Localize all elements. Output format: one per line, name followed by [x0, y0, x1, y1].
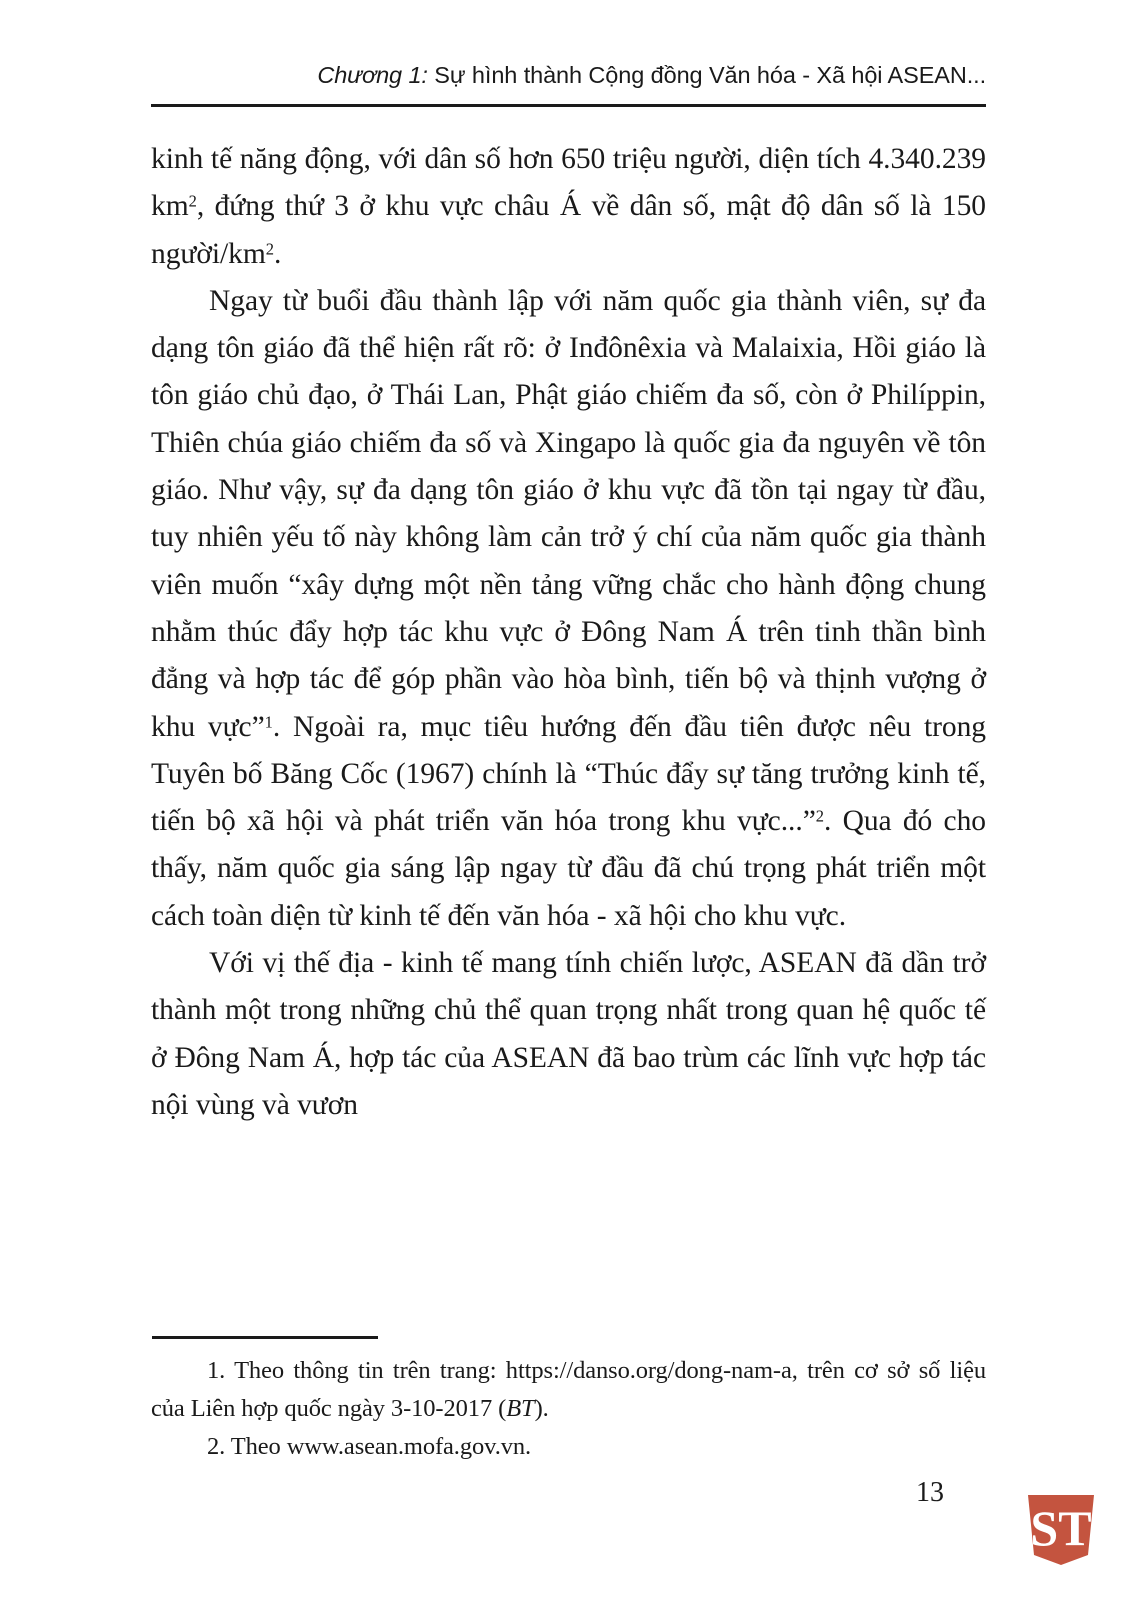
footnote-block: [151, 1352, 986, 1466]
footnote-reference-marker: 2: [815, 806, 824, 826]
running-head: [151, 62, 986, 89]
st-publisher-logo: [1022, 1493, 1100, 1567]
footnote-item: 1. Theo thông tin trên trang: https://danso.org/dong-nam-a, trên cơ sở số liệu của Liên hợp quốc ngày 3-10-2017 (BT).: [151, 1357, 986, 1422]
footnote-separator-rule: [152, 1336, 378, 1339]
body-paragraph: Ngay từ buổi đầu thành lập với năm quốc gia thành viên, sự đa dạng tôn giáo đã thể hiện rất rõ: ở Inđônêxia và Malaixia, Hồi giáo là tôn giáo chủ đạo, ở Thái Lan, Phật giáo chiếm đa số, còn ở Philíppin, Thiên chúa giáo chiếm đa số và Xingapo là quốc gia đa nguyên về tôn giáo. Như vậy, sự đa dạng tôn giáo ở khu vực đã tồn tại ngay từ đầu, tuy nhiên yếu tố này không làm cản trở ý chí của năm quốc gia thành viên muốn “xây dựng một nền tảng vững chắc cho hành động chung nhằm thúc đẩy hợp tác khu vực ở Đông Nam Á trên tinh thần bình đẳng và hợp tác để góp phần vào hòa bình, tiến bộ và thịnh vượng ở khu vực”$^1$. Ngoài ra, mục tiêu hướng đến đầu tiên được nêu trong Tuyên bố Băng Cốc (1967) chính là “Thúc đẩy sự tăng trưởng kinh tế, tiến bộ xã hội và phát triển văn hóa trong khu vực...”$^2$. Qua đó cho thấy, năm quốc gia sáng lập ngay từ đầu đã chú trọng phát triển một cách toàn diện từ kinh tế đến văn hóa - xã hội cho khu vực.: [151, 284, 986, 932]
footnote-reference-marker: 2: [265, 239, 274, 259]
st-logo-letters: ST: [1030, 1500, 1092, 1556]
body-paragraph: kinh tế năng động, với dân số hơn 650 triệu người, diện tích 4.340.239 $km^2$, đứng thứ 3 ở khu vực châu Á về dân số, mật độ dân số là 150 người/$km^2$.: [151, 143, 986, 270]
italic-text: BT: [506, 1395, 535, 1422]
running-head-title: Sự hình thành Cộng đồng Văn hóa - Xã hội ASEAN...: [427, 62, 986, 88]
body-text-column: [151, 136, 986, 1129]
footnote-reference-marker: 1: [264, 711, 273, 731]
body-paragraph: Với vị thế địa - kinh tế mang tính chiến lược, ASEAN đã dần trở thành một trong những chủ thể quan trọng nhất trong quan hệ quốc tế ở Đông Nam Á, hợp tác của ASEAN đã bao trùm các lĩnh vực hợp tác nội vùng và vươn: [151, 947, 986, 1121]
page-number: 13: [916, 1477, 944, 1508]
running-head-chapter-label: Chương 1:: [317, 62, 428, 88]
footnote-item: 2. Theo www.asean.mofa.gov.vn.: [207, 1433, 532, 1460]
footnote-reference-marker: 2: [188, 191, 197, 211]
header-rule: [151, 104, 986, 107]
